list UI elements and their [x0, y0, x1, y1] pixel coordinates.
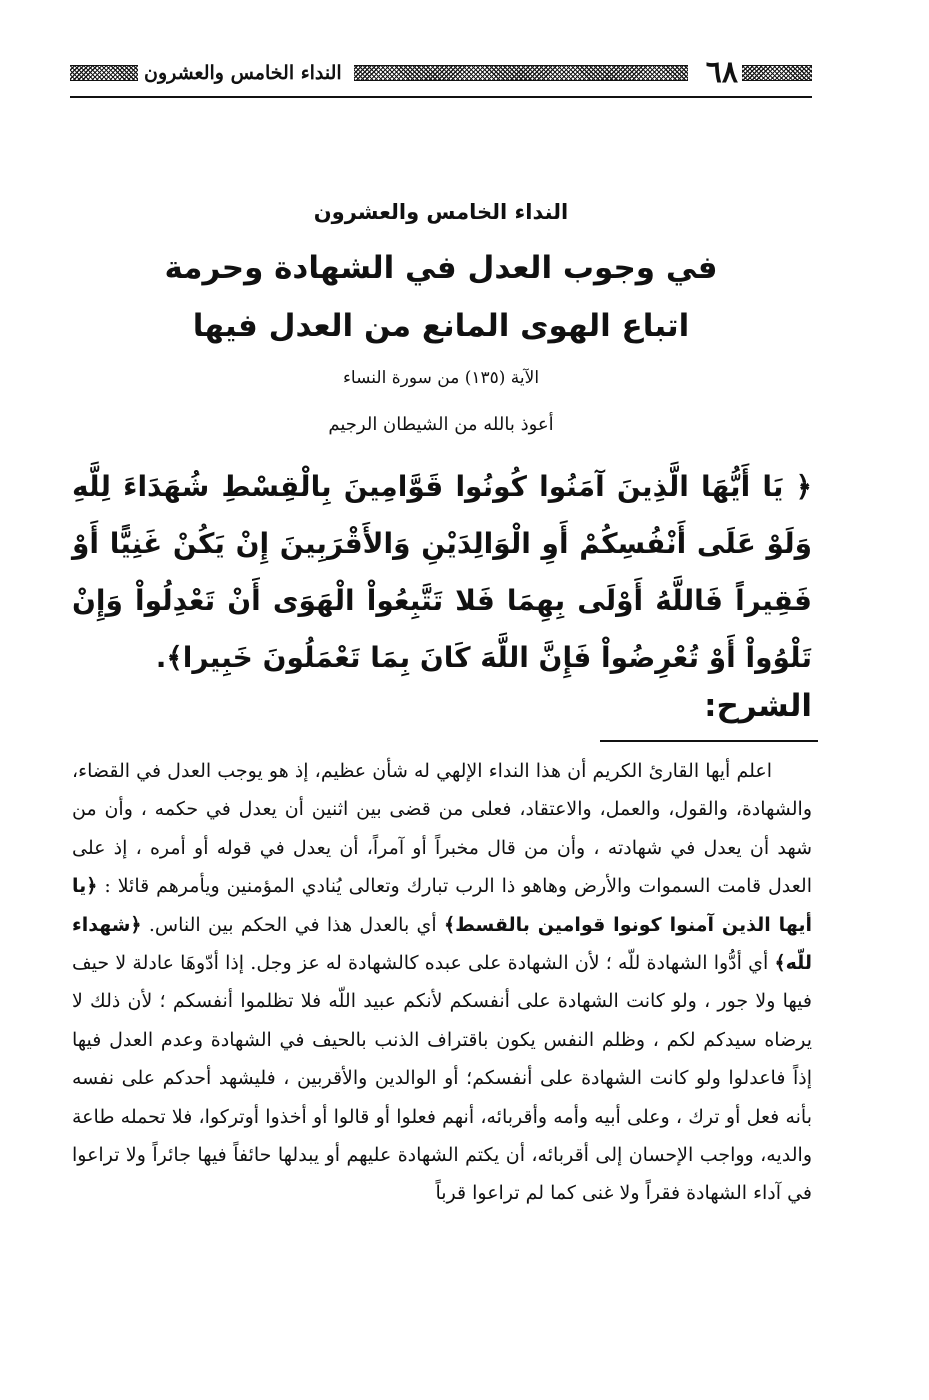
quoted-verse-1: ﴿يا أيها الذين آمنوا كونوا قوامين بالقسط﴾ — [72, 875, 813, 936]
quoted-verse-2: ﴿شهداء للّه﴾ — [72, 913, 812, 975]
header-ornament-right — [742, 65, 812, 81]
page-number: ٦٨ — [705, 55, 738, 90]
header-ornament-left — [70, 65, 138, 81]
commentary-text-2: أي بالعدل هذا في الحكم بين الناس. — [148, 913, 437, 936]
header-rule — [70, 96, 812, 98]
commentary-heading: الشرح: — [704, 688, 812, 724]
running-title: النداء الخامس والعشرون — [144, 62, 342, 84]
verse-reference: الآية (١٣٥) من سورة النساء — [342, 368, 540, 388]
isti3adha: أعوذ بالله من الشيطان الرجيم — [328, 414, 554, 435]
quran-verse: ﴿ يَا أَيُّهَا الَّذِينَ آمَنُوا كُونُوا قَوَّامِينَ بِالْقِسْطِ شُهَدَاءَ لِلَّهِ وَلَوْ عَلَى أَنْفُسِكُمْ أَوِ الْوَالِدَيْنِ وَالأَقْرَبِينَ إِنْ يَكُنْ غَنِيًّا أَوْ فَقِيراً فَاللَّهُ أَوْلَى بِهِمَا فَلا تَتَّبِعُواْ الْهَوَى أَنْ تَعْدِلُواْ وَإِنْ تَلْوُواْ أَوْ تُعْرِضُواْ فَإِنَّ اللَّهَ كَانَ بِمَا تَعْمَلُونَ خَبِيرا﴾. — [72, 470, 812, 674]
header-ornament-middle — [354, 65, 688, 81]
commentary-text-3: أي أدُّوا الشهادة للّه ؛ لأن الشهادة على عبده كالشهادة له عز وجل. إذا أدّوهَا عادلة لا حيف فيها ولا جور ، ولو كانت الشهادة على أنفسكم لأنكم عبيد اللّه فلا تظلموا أنفسكم ؛ لأن ذلك لا يرضاه سيدكم لكم ، وظلم النفس يكون باقتراف الذنب بالحيف في الشهادة وعدم العدل فيها إذاً فاعدلوا ولو كانت الشهادة على أنفسكم؛ أو الوالدين والأقربين ، فليشهد أحدكم على نفسه بأنه فعل أو ترك ، وعلى أبيه وأمه وأقربائه، أنهم فعلوا أو قالوا أو أخذوا أوتركوا، فلا تحمله طاعة والديه، وواجب الإحسان إلى أقربائه، أن يكتم الشهادة عليهم أو يبدلها حائفاً فيها جائراً ولا تراعوا في آداء الشهادة فقراً ولا غنى كما لم تراعوا قرباً — [72, 952, 812, 1205]
nida-label: النداء الخامس والعشرون — [313, 200, 569, 224]
commentary-paragraph — [72, 752, 812, 1213]
running-header — [70, 52, 812, 94]
main-title-line2: اتباع الهوى المانع من العدل فيها — [192, 308, 690, 344]
commentary-heading-rule — [600, 740, 818, 742]
commentary-text-1: اعلم أيها القارئ الكريم أن هذا النداء الإلهي له شأن عظيم، إذ هو يوجب العدل في القضاء، والشهادة، والقول، والعمل، والاعتقاد، فعلى من قضى بين اثنين أن يعدل في حكمه ، وأن من شهد أن يعدل في شهادته ، وأن من قال مخبراً أو آمراً، أن يعدل في قوله أو أمره ، إذ على العدل قامت السموات والأرض وهاهو ذا الرب تبارك وتعالى يُنادي المؤمنين ويأمرهم قائلا : — [72, 760, 813, 898]
main-title-line1: في وجوب العدل في الشهادة وحرمة — [164, 250, 718, 286]
